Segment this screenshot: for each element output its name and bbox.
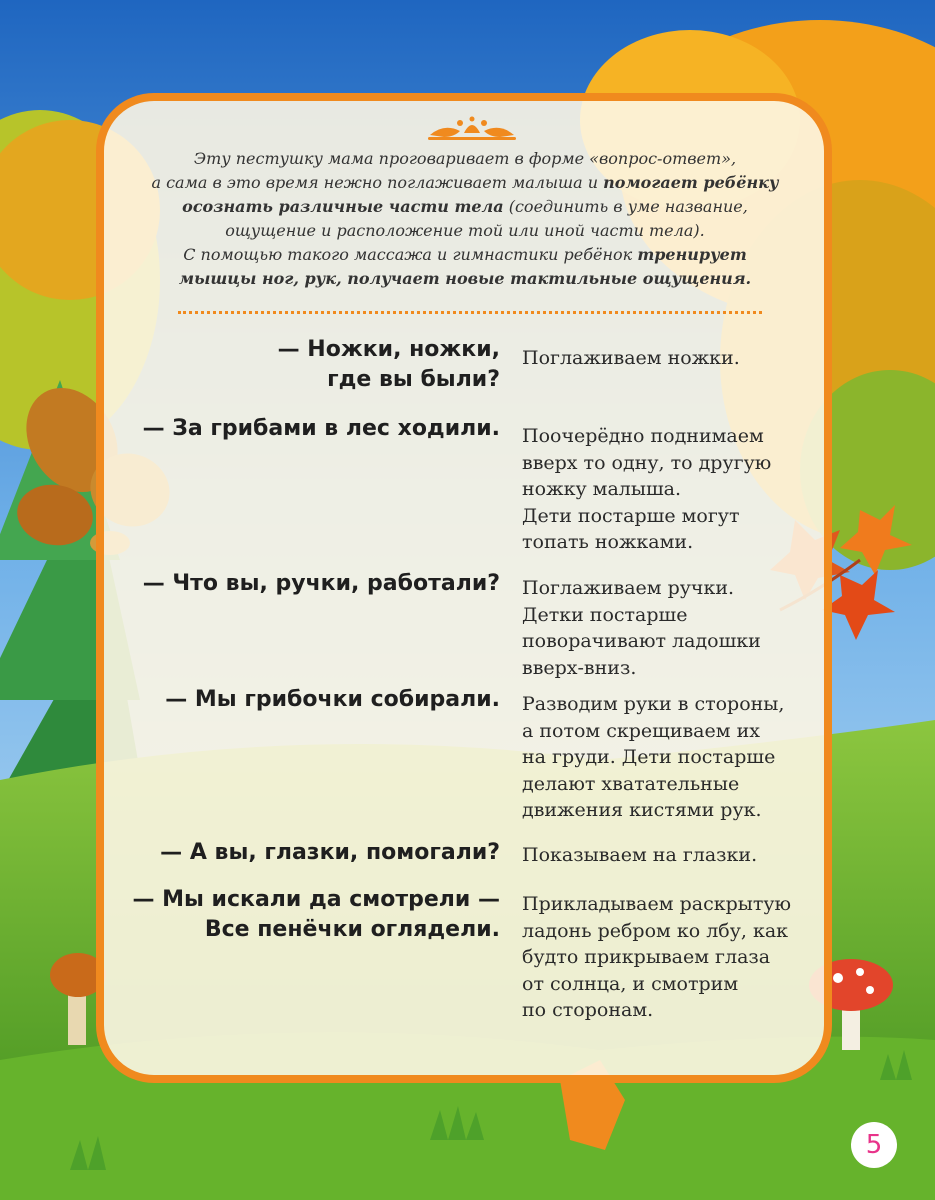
rhyme-line: — Что вы, ручки, работали? xyxy=(142,571,500,596)
instruction-text: Прикладываем раскрытую ладонь ребром ко лбу, как будто прикрываем глаза от солнца, и смотрим по сторонам. xyxy=(522,893,792,1021)
intro-line: а сама в это время нежно поглаживает малыша и xyxy=(151,173,604,192)
page-number: 5 xyxy=(851,1122,897,1168)
rhyme-line: — За грибами в лес ходили. xyxy=(142,416,500,441)
instruction-text: Поглаживаем ножки. xyxy=(522,347,740,369)
rhyme-rows xyxy=(104,101,840,1091)
intro-line: (соединить в уме название, xyxy=(503,197,748,216)
instruction-text: Поочерёдно поднимаем вверх то одну, то другую ножку малыша. Дети постарше могут топать ножками. xyxy=(522,425,772,553)
instruction-text: Поглаживаем ручки. Детки постарше поворачивают ладошки вверх-вниз. xyxy=(522,577,761,679)
rhyme-line: — Ножки, ножки, где вы были? xyxy=(277,337,500,392)
rhyme-line: — Мы грибочки собирали. xyxy=(165,687,500,712)
intro-emphasis: мышцы ног, рук, получает новые тактильные ощущения. xyxy=(178,269,752,288)
instruction-text: Показываем на глазки. xyxy=(522,844,758,866)
intro-emphasis: помогает ребёнку xyxy=(603,173,779,192)
intro-line: ощущение и расположение той или иной части тела). xyxy=(225,221,705,240)
rhyme-line: — А вы, глазки, помогали? xyxy=(160,840,500,865)
intro-emphasis: осознать различные части тела xyxy=(182,197,504,216)
intro-line: Эту пестушку мама проговаривает в форме «вопрос-ответ», xyxy=(193,149,737,168)
text-card xyxy=(96,93,832,1083)
instruction-text: Разводим руки в стороны, а потом скрещиваем их на груди. Дети постарше делают хватательные движения кистями рук. xyxy=(522,693,785,821)
rhyme-line: — Мы искали да смотрели — Все пенёчки оглядели. xyxy=(132,887,500,942)
intro-line: С помощью такого массажа и гимнастики ребёнок xyxy=(183,245,638,264)
intro-emphasis: тренирует xyxy=(637,245,747,264)
